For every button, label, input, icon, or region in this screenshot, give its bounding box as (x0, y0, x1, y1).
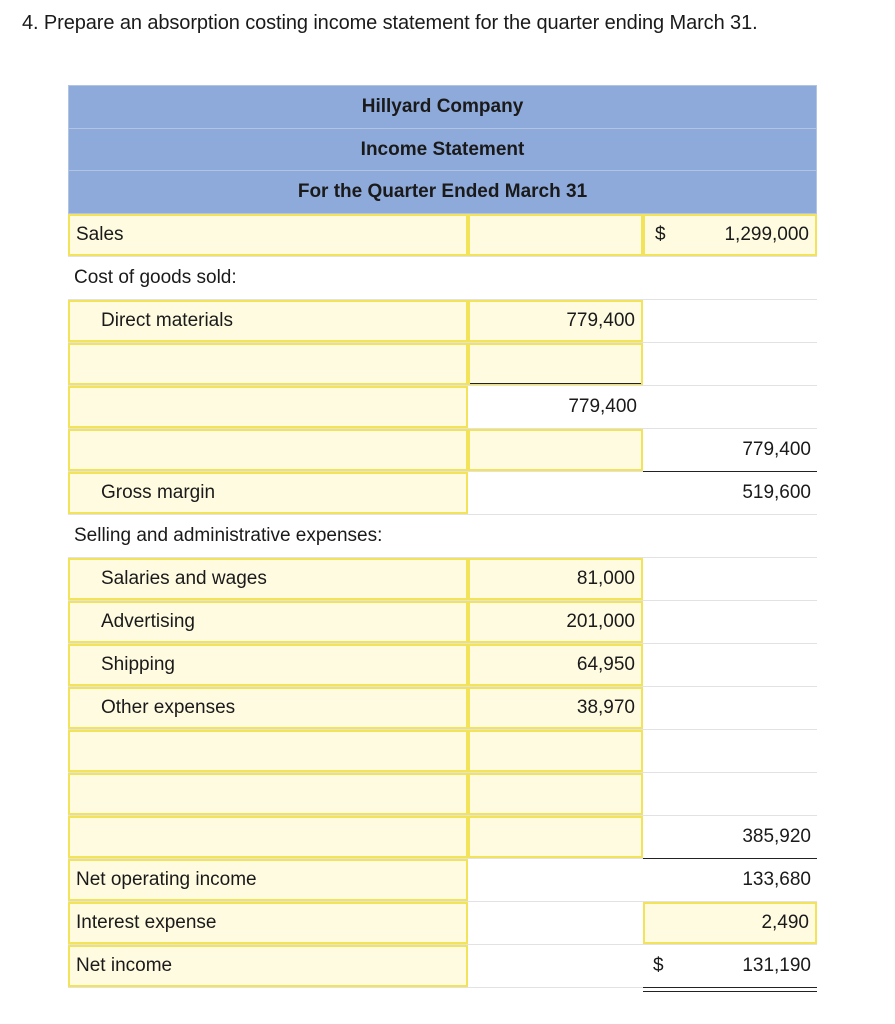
statement-header (68, 85, 817, 214)
blank-2-amount-input[interactable] (468, 429, 643, 471)
cogs-header-label: Cost of goods sold: (74, 266, 237, 288)
subtotal-1-amount: 779,400 (568, 395, 637, 417)
blank-4-label-input[interactable] (68, 773, 468, 815)
row-blank-1 (68, 343, 817, 386)
row-cogs-header (68, 257, 817, 300)
net-income-label-input[interactable]: Net income (68, 945, 468, 987)
interest-expense-label-input[interactable]: Interest expense (68, 902, 468, 944)
net-operating-income-amount: 133,680 (742, 868, 811, 890)
gross-margin-label-input[interactable]: Gross margin (68, 472, 468, 514)
net-operating-income-label-input[interactable]: Net operating income (68, 859, 468, 901)
sales-mid-input[interactable] (468, 214, 643, 256)
row-shipping (68, 644, 817, 687)
blank-5-amount-input[interactable] (468, 816, 643, 858)
sales-label-input[interactable]: Sales (68, 214, 468, 256)
other-expenses-label-input[interactable]: Other expenses (68, 687, 468, 729)
company-name: Hillyard Company (69, 86, 816, 129)
net-income-amount: 131,190 (742, 954, 811, 976)
shipping-label-input[interactable]: Shipping (68, 644, 468, 686)
sa-total-amount: 385,920 (643, 816, 817, 858)
income-statement (68, 85, 817, 988)
direct-materials-label-input[interactable]: Direct materials (68, 300, 468, 342)
row-sa-header (68, 515, 817, 558)
dollar-sign: $ (653, 954, 664, 976)
subtotal-1-label-input[interactable] (68, 386, 468, 428)
question-prompt: 4. Prepare an absorption costing income statement for the quarter ending March 31. (22, 12, 758, 34)
gross-margin-amount: 519,600 (742, 481, 811, 503)
blank-2-label-input[interactable] (68, 429, 468, 471)
row-blank-5 (68, 816, 817, 859)
sa-header-label: Selling and administrative expenses: (74, 524, 383, 546)
row-blank-3 (68, 730, 817, 773)
salaries-label-input[interactable]: Salaries and wages (68, 558, 468, 600)
shipping-amount-input[interactable]: 64,950 (468, 644, 643, 686)
blank-3-amount-input[interactable] (468, 730, 643, 772)
other-expenses-amount-input[interactable]: 38,970 (468, 687, 643, 729)
row-direct-materials (68, 300, 817, 343)
net-income-amount-cell (643, 945, 817, 987)
row-other-expenses (68, 687, 817, 730)
dollar-sign: $ (655, 223, 666, 245)
salaries-amount-input[interactable]: 81,000 (468, 558, 643, 600)
row-sales (68, 214, 817, 257)
row-subtotal-1 (68, 386, 817, 429)
blank-4-amount-input[interactable] (468, 773, 643, 815)
sales-amount-input[interactable] (643, 214, 817, 256)
row-salaries (68, 558, 817, 601)
advertising-label-input[interactable]: Advertising (68, 601, 468, 643)
sales-amount: 1,299,000 (724, 223, 809, 245)
advertising-amount-input[interactable]: 201,000 (468, 601, 643, 643)
row-blank-2 (68, 429, 817, 472)
row-net-income (68, 945, 817, 988)
statement-period: For the Quarter Ended March 31 (69, 171, 816, 214)
row-advertising (68, 601, 817, 644)
blank-1-label-input[interactable] (68, 343, 468, 385)
row-blank-4 (68, 773, 817, 816)
row-gross-margin (68, 472, 817, 515)
blank-5-label-input[interactable] (68, 816, 468, 858)
statement-title: Income Statement (69, 129, 816, 172)
row-interest-expense (68, 902, 817, 945)
interest-expense-amount-input[interactable]: 2,490 (643, 902, 817, 944)
direct-materials-amount-input[interactable]: 779,400 (468, 300, 643, 342)
blank-1-amount-input[interactable] (468, 343, 643, 385)
blank-3-label-input[interactable] (68, 730, 468, 772)
row-net-operating-income (68, 859, 817, 902)
cogs-total-amount: 779,400 (643, 429, 817, 471)
